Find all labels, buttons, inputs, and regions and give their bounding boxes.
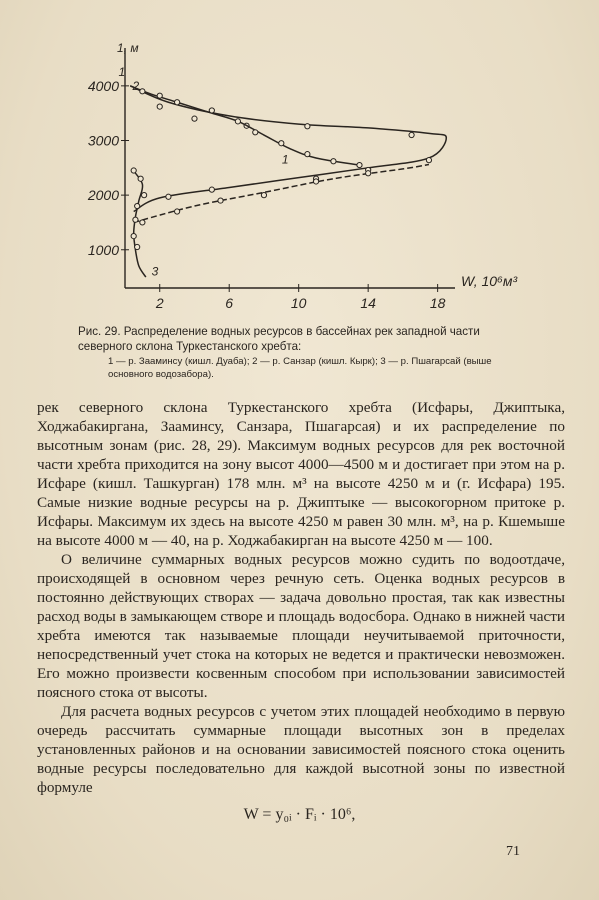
data-point — [157, 104, 162, 109]
paragraph-2: О величине суммарных водных ресурсов можно судить по водоотдаче, происходящей в основном через речную сеть. Оценка водных ресурсов в постоянно действующих створах — задача довольно простая, так как известны расход воды в замыкающем створе и площадь водосбора. Однако в нижней части хребта имеются так называемые площади неучитываемой приточности, непосредственный учет стока на которых не ведется и практически невозможен. Его можно произвести косвенным способом при использовании зависимостей поясного стока от высоты. — [37, 551, 565, 701]
data-point — [253, 130, 258, 135]
y-tick-label: 3000 — [87, 132, 119, 149]
y-tick-label: 4000 — [87, 77, 119, 94]
data-point — [140, 89, 145, 94]
data-point — [166, 194, 171, 199]
data-point — [142, 193, 147, 198]
chart-svg — [60, 40, 518, 320]
data-point — [209, 108, 214, 113]
data-point — [235, 119, 240, 124]
figure-29-chart — [60, 40, 518, 320]
data-point — [157, 93, 162, 98]
body-text — [37, 398, 565, 797]
data-point — [331, 159, 336, 164]
data-point — [135, 203, 140, 208]
data-point — [279, 141, 284, 146]
data-point — [140, 220, 145, 225]
data-point — [138, 176, 143, 181]
figure-caption: Рис. 29. Распределение водных ресурсов в бассейнах рек западной части северного склона Туркестанского хребта: — [78, 325, 480, 353]
x-tick-label: 14 — [360, 295, 376, 311]
data-point — [261, 193, 266, 198]
data-point — [409, 132, 414, 137]
paragraph-1: рек северного склона Туркестанского хребта (Исфары, Джиптыка, Ходжабакиргана, Зааминсу, Санзара, Пшагарсая) и их распределение по высотным зонам (рис. 28, 29). Максимум водных ресурсов для рек восточной части хребта приходится на зону высот 4000—4500 м и достигает при этом на р. Исфаре (кишл. Ташкурган) 178 млн. м³ на высоте 4250 м и (г. Исфара) 195. Самые низкие водные ресурсы на р. Джиптыке — высокогорном притоке р. Исфары. Максимум их здесь на высоте 4250 м равен 30 млн. м³, на р. Кшемыше на высоте 4000 м — 40, на р. Ходжабакирган на высоте 4250 м — 100. — [37, 399, 565, 549]
data-point — [426, 158, 431, 163]
curve-number-label: 1 — [281, 152, 289, 167]
y-tick-label: 1000 — [87, 241, 119, 258]
curve-number-label: 1 — [118, 65, 126, 80]
curve-number-label: 2 — [132, 78, 140, 93]
data-point — [218, 198, 223, 203]
data-point — [192, 116, 197, 121]
paragraph-3: Для расчета водных ресурсов с учетом этих площадей необходимо в первую очередь рассчитать суммарные площади высотных зон в пределах установленных районов и на основании зависимостей поясного стока оценить водные ресурсы последовательно для каждой высотной зоны по известной формуле — [37, 703, 565, 796]
data-point — [305, 124, 310, 129]
page-number: 71 — [506, 844, 520, 859]
y-tick-label: 2000 — [87, 187, 119, 204]
data-point — [131, 233, 136, 238]
data-point — [135, 244, 140, 249]
data-point — [305, 152, 310, 157]
figure-legend-text: 1 — р. Зааминсу (кишл. Дуаба); 2 — р. Санзар (кишл. Кырк); 3 — р. Пшагарсай (выше основного водозабора). — [108, 356, 492, 380]
x-tick-label: 2 — [155, 295, 164, 311]
data-point — [175, 209, 180, 214]
y-axis-label: 1, м — [117, 41, 139, 55]
data-point — [366, 171, 371, 176]
data-point — [209, 187, 214, 192]
data-point — [313, 179, 318, 184]
data-point — [357, 162, 362, 167]
data-point — [175, 100, 180, 105]
x-axis-label: W, 10⁶м³ — [461, 273, 518, 289]
data-point — [133, 217, 138, 222]
x-tick-label: 6 — [225, 295, 234, 311]
formula: W = y₀ᵢ · Fᵢ · 10⁶, — [243, 806, 356, 823]
x-tick-label: 10 — [290, 295, 307, 311]
data-point — [131, 168, 136, 173]
curve-number-label: 3 — [151, 264, 159, 279]
x-tick-label: 18 — [429, 295, 446, 311]
